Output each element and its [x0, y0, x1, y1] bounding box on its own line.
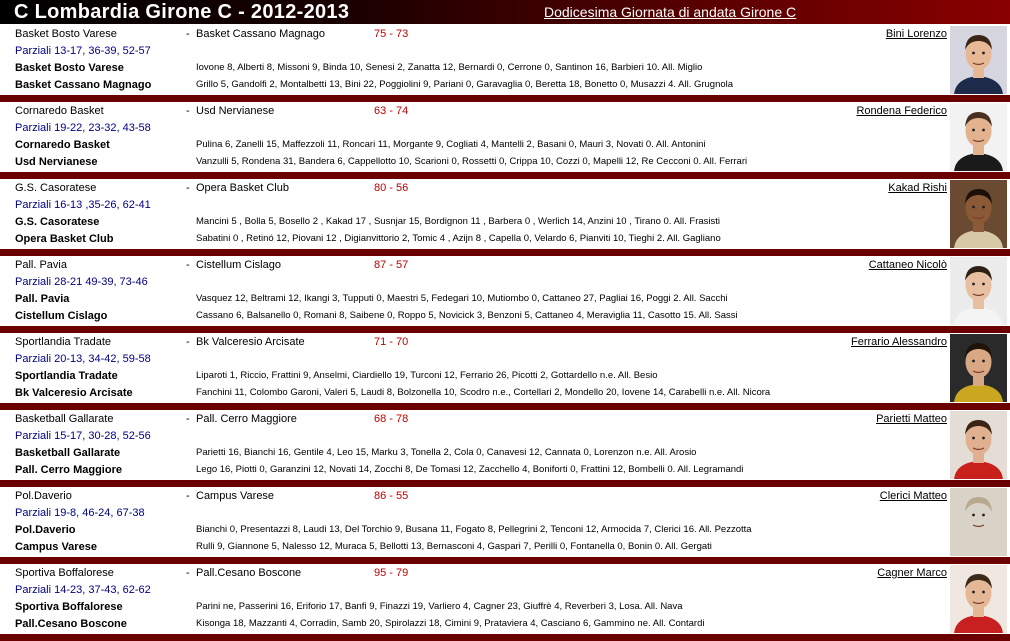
team1-roster: Vasquez 12, Beltrami 12, Ikangi 3, Tupputi 0, Maestri 5, Fedegari 10, Mutiombo 0, Cattaneo 27, Pagliai 16, Poggi 2. All. Sacchi — [196, 293, 728, 304]
quarter-partials: Parziali 13-17, 36-39, 52-57 — [15, 45, 151, 57]
photo-eye-right — [982, 283, 985, 286]
game-block — [0, 487, 1010, 564]
photo-eye-right — [982, 514, 985, 517]
away-team-name: Bk Valceresio Arcisate — [196, 336, 305, 348]
team2-label: Basket Cassano Magnago — [15, 79, 152, 91]
home-team-name: Basket Bosto Varese — [15, 28, 117, 40]
team2-label: Opera Basket Club — [15, 233, 114, 245]
portrait-image — [950, 411, 1007, 479]
team2-roster: Rulli 9, Giannone 5, Nalesso 12, Muraca 5, Bellotti 13, Bernasconi 4, Gaspari 7, Perilli 0, Fontanella 0, Bonin 0. All. Gergati — [196, 541, 712, 552]
header-bar — [0, 0, 1010, 24]
mvp-player-link[interactable]: Cagner Marco — [877, 567, 947, 579]
team2-roster: Cassano 6, Balsanello 0, Romani 8, Saibene 0, Roppo 5, Novicick 3, Benzoni 5, Cattaneo 4, Meraviglia 11, Casotto 15. All. Sassi — [196, 310, 738, 321]
separator-bar — [0, 249, 1010, 256]
away-team-name: Pall. Cerro Maggiore — [196, 413, 297, 425]
score-separator-dash: - — [186, 490, 190, 502]
team2-label: Pall. Cerro Maggiore — [15, 464, 122, 476]
portrait-image — [950, 103, 1007, 171]
photo-eye-left — [972, 591, 975, 594]
team1-label: G.S. Casoratese — [15, 216, 100, 228]
mvp-player-link[interactable]: Bini Lorenzo — [885, 28, 947, 40]
team2-roster: Lego 16, Piotti 0, Garanzini 12, Novati 14, Zocchi 8, De Tomasi 12, Zacchello 4, Boniforti 0, Frattini 12, Bombelli 0. All. Legramandi — [196, 464, 744, 475]
score-separator-dash: - — [186, 259, 190, 271]
separator-bar — [0, 95, 1010, 102]
game-block — [0, 256, 1010, 333]
team1-label: Pol.Daverio — [15, 524, 76, 536]
score-separator-dash: - — [186, 105, 190, 117]
quarter-partials: Parziali 15-17, 30-28, 52-56 — [15, 430, 151, 442]
team1-roster: Parietti 16, Bianchi 16, Gentile 4, Leo 15, Marku 3, Tonella 2, Cola 0, Canavesi 12, Cannata 0, Lorenzon n.e. All. Arosio — [196, 447, 697, 458]
photo-eye-right — [982, 129, 985, 132]
home-team-name: Pall. Pavia — [15, 259, 67, 271]
quarter-partials: Parziali 20-13, 34-42, 59-58 — [15, 353, 151, 365]
photo-eye-right — [982, 591, 985, 594]
team1-label: Basketball Gallarate — [15, 447, 121, 459]
team1-roster: Mancini 5 , Bolla 5, Bosello 2 , Kakad 17 , Susnjar 15, Bordignon 11 , Barbera 0 , Werlich 14, Anzini 10 , Tirano 0. All. Frasisti — [196, 216, 721, 227]
team2-label: Pall.Cesano Boscone — [15, 618, 127, 630]
team2-roster: Kisonga 18, Mazzanti 4, Corradin, Samb 20, Spirolazzi 18, Cimini 9, Prataviera 4, Casciano 6, Gammino ne. All. Contardi — [196, 618, 705, 629]
team2-roster: Vanzulli 5, Rondena 31, Bandera 6, Cappellotto 10, Scarioni 0, Rossetti 0, Crippa 10, Cozzi 0, Mapelli 12, Re Cecconi 0. All. Ferrari — [196, 156, 748, 167]
portrait-image — [950, 180, 1007, 248]
photo-eye-left — [972, 52, 975, 55]
home-team-name: G.S. Casoratese — [15, 182, 97, 194]
home-team-name: Sportiva Boffalorese — [15, 567, 114, 579]
photo-eye-left — [972, 360, 975, 363]
photo-eye-left — [972, 283, 975, 286]
portrait-image — [950, 488, 1007, 556]
score-separator-dash: - — [186, 182, 190, 194]
photo-eye-left — [972, 514, 975, 517]
photo-eye-right — [982, 52, 985, 55]
team1-label: Basket Bosto Varese — [15, 62, 124, 74]
separator-bar — [0, 480, 1010, 487]
team2-label: Cistellum Cislago — [15, 310, 108, 322]
player-photo — [950, 103, 1007, 171]
team2-label: Usd Nervianese — [15, 156, 98, 168]
final-score: 63 - 74 — [374, 105, 409, 117]
page-title: C Lombardia Girone C - 2012-2013 — [14, 1, 350, 23]
player-photo — [950, 565, 1007, 633]
game-block — [0, 333, 1010, 410]
mvp-player-link[interactable]: Parietti Matteo — [876, 413, 947, 425]
final-score: 75 - 73 — [374, 28, 409, 40]
away-team-name: Campus Varese — [196, 490, 275, 502]
game-block — [0, 564, 1010, 641]
team1-label: Cornaredo Basket — [15, 139, 110, 151]
mvp-player-link[interactable]: Cattaneo Nicolò — [868, 259, 947, 271]
away-team-name: Usd Nervianese — [196, 105, 275, 117]
final-score: 80 - 56 — [374, 182, 409, 194]
team2-label: Campus Varese — [15, 541, 97, 553]
game-block — [0, 25, 1010, 102]
photo-eye-left — [972, 129, 975, 132]
final-score: 86 - 55 — [374, 490, 409, 502]
final-score: 71 - 70 — [374, 336, 409, 348]
quarter-partials: Parziali 19-8, 46-24, 67-38 — [15, 507, 145, 519]
mvp-player-link[interactable]: Clerici Matteo — [879, 490, 947, 502]
player-photo — [950, 411, 1007, 479]
score-separator-dash: - — [186, 413, 190, 425]
photo-eye-left — [972, 206, 975, 209]
score-separator-dash: - — [186, 567, 190, 579]
home-team-name: Pol.Daverio — [15, 490, 72, 502]
mvp-player-link[interactable]: Ferrario Alessandro — [851, 336, 947, 348]
separator-bar — [0, 172, 1010, 179]
separator-bar — [0, 557, 1010, 564]
score-separator-dash: - — [186, 336, 190, 348]
final-score: 95 - 79 — [374, 567, 409, 579]
portrait-image — [950, 565, 1007, 633]
portrait-image — [950, 257, 1007, 325]
quarter-partials: Parziali 14-23, 37-43, 62-62 — [15, 584, 151, 596]
mvp-player-link[interactable]: Kakad Rishi — [888, 182, 947, 194]
player-photo — [950, 488, 1007, 556]
final-score: 68 - 78 — [374, 413, 409, 425]
away-team-name: Opera Basket Club — [196, 182, 289, 194]
team1-roster: Parini ne, Passerini 16, Eriforio 17, Banfi 9, Finazzi 19, Varliero 4, Cagner 23, Giuffrè 4, Reverberi 3, Losa. All. Nava — [196, 601, 683, 612]
player-photo — [950, 334, 1007, 402]
photo-eye-right — [982, 360, 985, 363]
game-block — [0, 102, 1010, 179]
quarter-partials: Parziali 16-13 ,35-26, 62-41 — [15, 199, 151, 211]
home-team-name: Sportlandia Tradate — [15, 336, 112, 348]
final-score: 87 - 57 — [374, 259, 409, 271]
home-team-name: Cornaredo Basket — [15, 105, 104, 117]
home-team-name: Basketball Gallarate — [15, 413, 114, 425]
quarter-partials: Parziali 19-22, 23-32, 43-58 — [15, 122, 151, 134]
team1-roster: Liparoti 1, Riccio, Frattini 9, Anselmi, Ciardiello 19, Turconi 12, Ferrario 26, Picotti 2, Gottardello n.e. All. Besio — [196, 370, 658, 381]
game-block — [0, 179, 1010, 256]
team1-roster: Iovone 8, Alberti 8, Missoni 9, Binda 10, Senesi 2, Zanatta 12, Bernardi 0, Cerrone 0, Santinon 16, Barbieri 10. All. Miglio — [196, 62, 703, 73]
team2-roster: Sabatini 0 , Retinó 12, Piovani 12 , Digianvittorio 2, Tomic 4 , Azijn 8 , Capella 0, Velardo 6, Pianviti 10, Tieghi 2. All. Gagliano — [196, 233, 721, 244]
team1-label: Sportiva Boffalorese — [15, 601, 123, 613]
portrait-image — [950, 334, 1007, 402]
separator-bar — [0, 403, 1010, 410]
player-photo — [950, 26, 1007, 94]
game-block — [0, 410, 1010, 487]
photo-eye-right — [982, 437, 985, 440]
team2-roster: Grillo 5, Gandolfi 2, Montalbetti 13, Bini 22, Poggiolini 9, Pariani 0, Garavaglia 0, Beretta 18, Bonetto 0, Musazzi 4. All. Grugnola — [196, 79, 734, 90]
team1-roster: Bianchi 0, Presentazzi 8, Laudi 13, Del Torchio 9, Busana 11, Fogato 8, Pellegrini 2, Tenconi 12, Armocida 7, Clerici 16. All. Pezzotta — [196, 524, 752, 535]
separator-bar — [0, 326, 1010, 333]
team2-label: Bk Valceresio Arcisate — [15, 387, 133, 399]
player-photo — [950, 180, 1007, 248]
photo-eye-left — [972, 437, 975, 440]
away-team-name: Pall.Cesano Boscone — [196, 567, 302, 579]
away-team-name: Cistellum Cislago — [196, 259, 281, 271]
score-separator-dash: - — [186, 28, 190, 40]
mvp-player-link[interactable]: Rondena Federico — [856, 105, 947, 117]
player-photo — [950, 257, 1007, 325]
away-team-name: Basket Cassano Magnago — [196, 28, 326, 40]
team2-roster: Fanchini 11, Colombo Garoni, Valeri 5, Laudi 8, Bolzonella 10, Scodro n.e., Cortellari 2, Mondello 20, Iovene 14, Carabelli n.e. All. Nicora — [196, 387, 771, 398]
round-subtitle[interactable]: Dodicesima Giornata di andata Girone C — [544, 4, 797, 20]
portrait-image — [950, 26, 1007, 94]
quarter-partials: Parziali 28-21 49-39, 73-46 — [15, 276, 148, 288]
team1-label: Pall. Pavia — [15, 293, 70, 305]
team1-roster: Pulina 6, Zanelli 15, Maffezzoli 11, Roncari 11, Morgante 9, Cogliati 4, Mantelli 2, Basani 0, Mauri 3, Novati 0. All. Antonini — [196, 139, 706, 150]
team1-label: Sportlandia Tradate — [15, 370, 118, 382]
photo-eye-right — [982, 206, 985, 209]
